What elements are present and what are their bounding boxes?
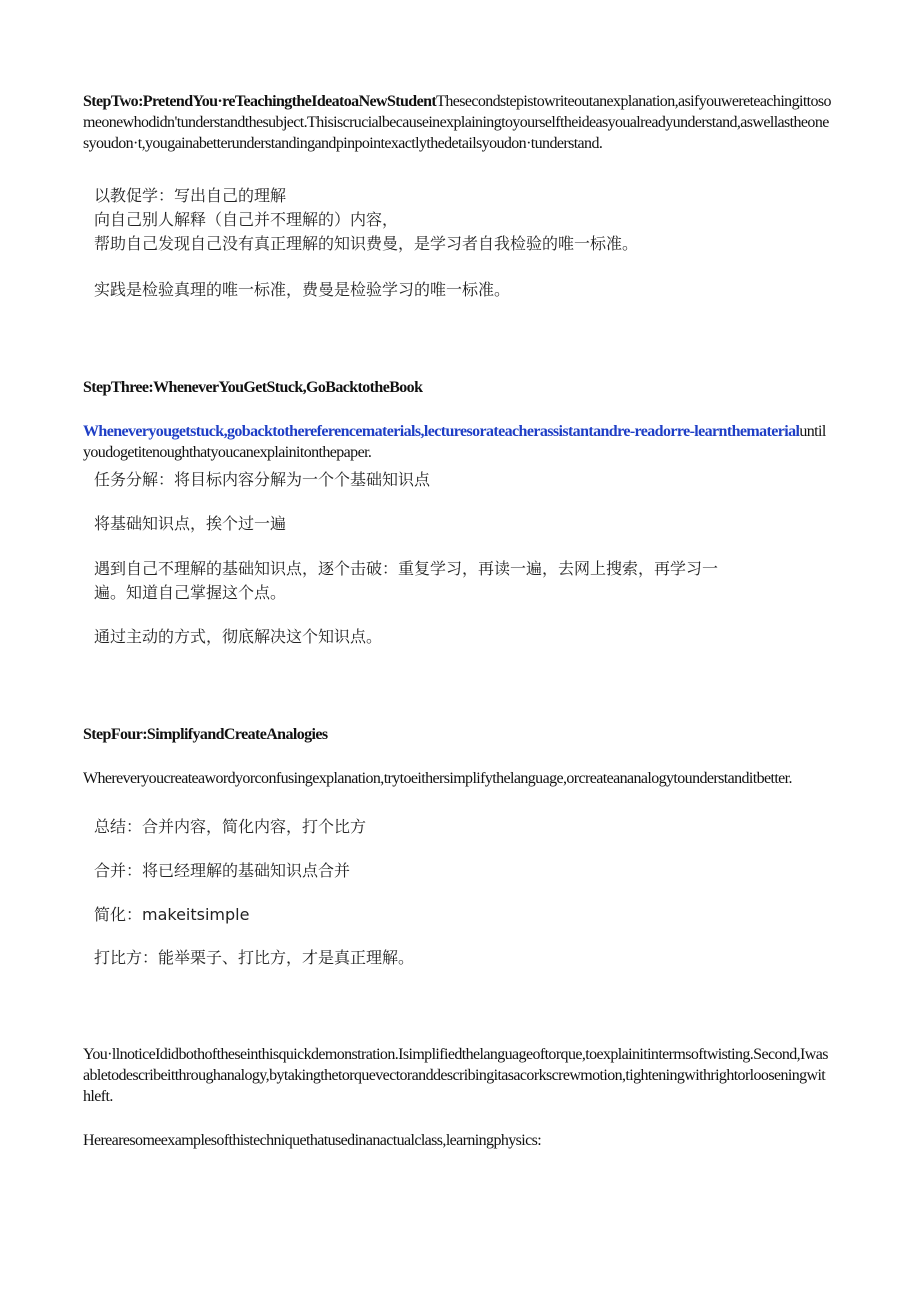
step-three-note-3a: 遇到自己不理解的基础知识点，逐个击破：重复学习，再读一遍，去网上搜索，再学习一 xyxy=(94,559,719,578)
step-two-note-3: 帮助自己发现自己没有真正理解的知识费曼，是学习者自我检验的唯一标准。 xyxy=(94,234,639,253)
step-three-heading: StepThree:WheneverYouGetStuck,GoBacktotheBook xyxy=(83,379,423,396)
step-two-note-4: 实践是检验真理的唯一标准，费曼是检验学习的唯一标准。 xyxy=(94,280,511,299)
step-two-paragraph xyxy=(83,91,831,154)
step-three-note-3b: 遍。知道自己掌握这个点。 xyxy=(94,583,287,602)
closing-paragraph-1: You·llnoticeIdidbothoftheseinthisquickdemonstration.Isimplifiedthelanguageoftorque,toexplainitintermsoftwisting.Second,Iwasabletodescribeitthroughanalogy,bytakingthetorquevectoranddescribingitasacorkscrewmotion,tighteningwithrightorlooseningwithleft. xyxy=(83,1046,828,1105)
step-two-body: Thesecondstepistowriteoutanexplanation,asifyouwereteachingittosomeonewhodidn'tunderstandthesubject.Thisiscrucialbecauseinexplainingtoyourselftheideasyoualreadyunderstand,aswellastheonesyoudon·t,yougainabetterunderstandingandpinpointexactlythedetailsyoudon·tunderstand. xyxy=(83,93,831,152)
closing-paragraph-2: Herearesomeexamplesofthistechniquethatusedinanactualclass,learningphysics: xyxy=(83,1132,542,1149)
step-two-note-1: 以教促学：写出自己的理解 xyxy=(94,186,287,205)
step-four-note-2: 合并：将已经理解的基础知识点合并 xyxy=(94,861,351,880)
step-four-note-4: 打比方：能举栗子、打比方，才是真正理解。 xyxy=(94,948,415,967)
step-three-highlight: Wheneveryougetstuck,gobacktothereferencematerials,lecturesorateacherassistantandre-readorre-learnthematerial xyxy=(83,423,800,440)
step-four-note-3: 简化：makeitsimple xyxy=(94,905,250,924)
step-three-note-2: 将基础知识点，挨个过一遍 xyxy=(94,514,287,533)
step-three-note-1: 任务分解：将目标内容分解为一个个基础知识点 xyxy=(94,470,431,489)
step-three-paragraph xyxy=(83,421,831,463)
step-two-note-2: 向自己别人解释（自己并不理解的）内容， xyxy=(94,210,399,229)
step-two-heading: StepTwo:PretendYou·reTeachingtheIdeatoaNewStudent xyxy=(83,93,437,110)
step-four-note-1: 总结：合并内容，简化内容，打个比方 xyxy=(94,817,367,836)
step-three-note-4: 通过主动的方式，彻底解决这个知识点。 xyxy=(94,627,383,646)
step-four-heading: StepFour:SimplifyandCreateAnalogies xyxy=(83,726,328,743)
step-three-body: untilyoudogetitenoughthatyoucanexplainitonthepaper. xyxy=(83,423,826,461)
step-four-body: Whereveryoucreateawordyorconfusingexplanation,trytoeithersimplifythelanguage,orcreateananalogytounderstanditbetter. xyxy=(83,770,792,787)
